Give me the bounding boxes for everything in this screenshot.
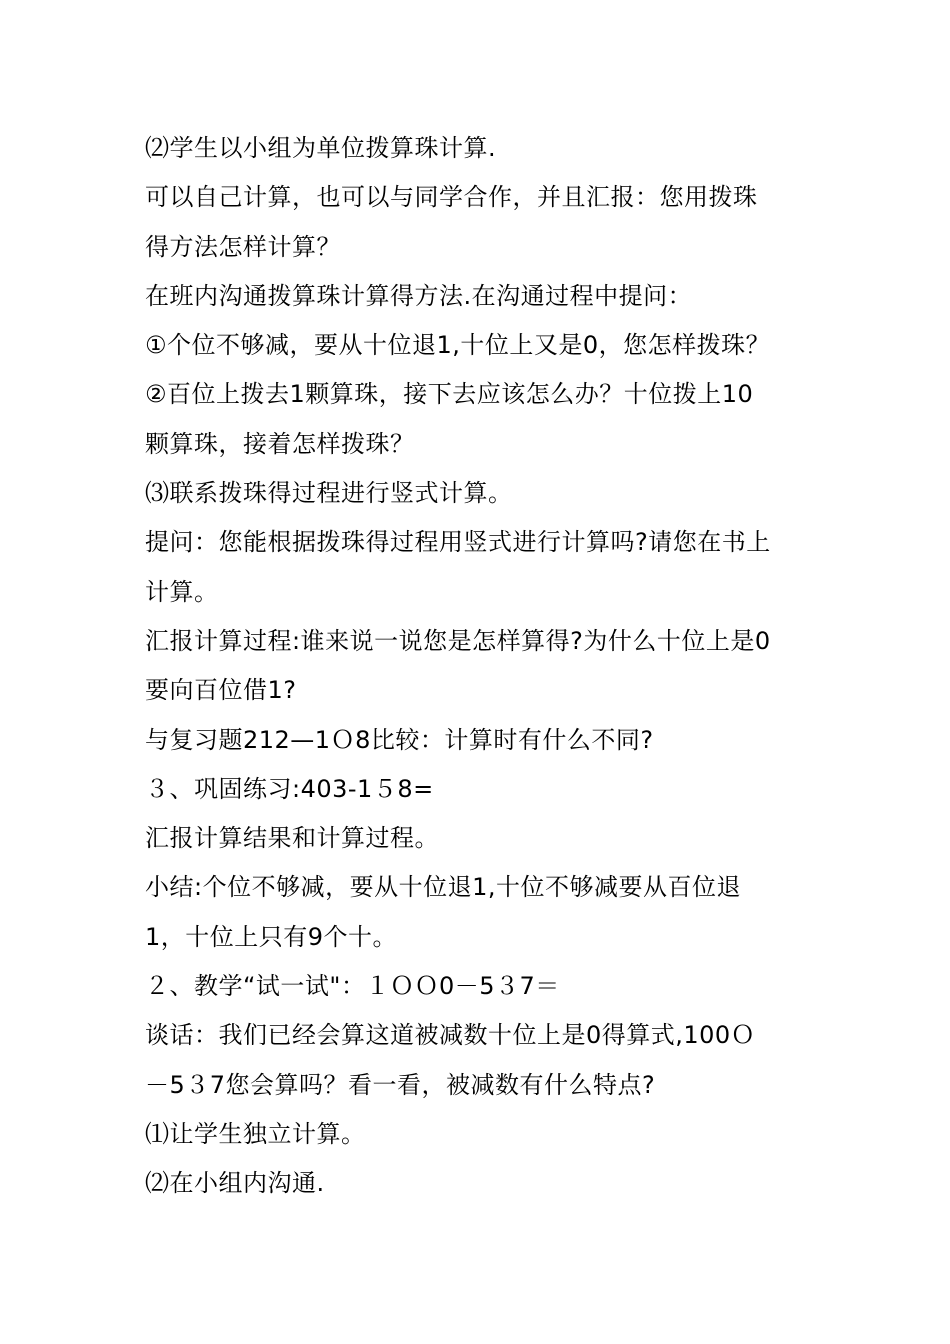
text-line: 在班内沟通拨算珠计算得方法.在沟通过程中提问： bbox=[145, 281, 693, 310]
text-line: －5３7您会算吗？看一看，被减数有什么特点? bbox=[145, 1070, 656, 1099]
text-line: 汇报计算结果和计算过程。 bbox=[145, 824, 439, 853]
text-line: ⑴让学生独立计算。 bbox=[145, 1119, 366, 1148]
text-line: 汇报计算过程:谁来说一说您是怎样算得?为什么十位上是0 bbox=[145, 626, 771, 655]
text-line: 颗算珠，接着怎样拨珠？ bbox=[145, 429, 415, 458]
text-line: 谈话：我们已经会算这道被减数十位上是0得算式,100Ｏ bbox=[145, 1021, 756, 1050]
text-line: ３、巩固练习:403-1５8= bbox=[145, 774, 434, 803]
text-line: 与复习题212—1Ｏ8比较：计算时有什么不同? bbox=[145, 725, 654, 754]
text-line: 小结:个位不够减，要从十位退1,十位不够减要从百位退 bbox=[145, 873, 741, 902]
document-body bbox=[145, 124, 825, 1209]
text-line: 可以自己计算，也可以与同学合作，并且汇报：您用拨珠 bbox=[145, 183, 758, 212]
text-line: ②百位上拨去1颗算珠，接下去应该怎么办？十位拨上10 bbox=[145, 380, 754, 409]
text-line: ２、教学“试一试"：１ＯＯ0－5３7＝ bbox=[145, 972, 560, 1001]
text-line: ⑵学生以小组为单位拨算珠计算. bbox=[145, 134, 497, 162]
text-line: 提问：您能根据拨珠得过程用竖式进行计算吗?请您在书上 bbox=[145, 528, 771, 557]
text-line: ⑵在小组内沟通. bbox=[145, 1169, 325, 1198]
text-line: 1，十位上只有9个十。 bbox=[145, 922, 398, 951]
text-line: 得方法怎样计算？ bbox=[145, 232, 341, 261]
text-line: ⑶联系拨珠得过程进行竖式计算。 bbox=[145, 479, 513, 508]
text-line: 计算。 bbox=[145, 577, 219, 606]
text-line: ①个位不够减，要从十位退1,十位上又是0，您怎样拨珠？ bbox=[145, 331, 771, 360]
text-line: 要向百位借1? bbox=[145, 676, 297, 705]
